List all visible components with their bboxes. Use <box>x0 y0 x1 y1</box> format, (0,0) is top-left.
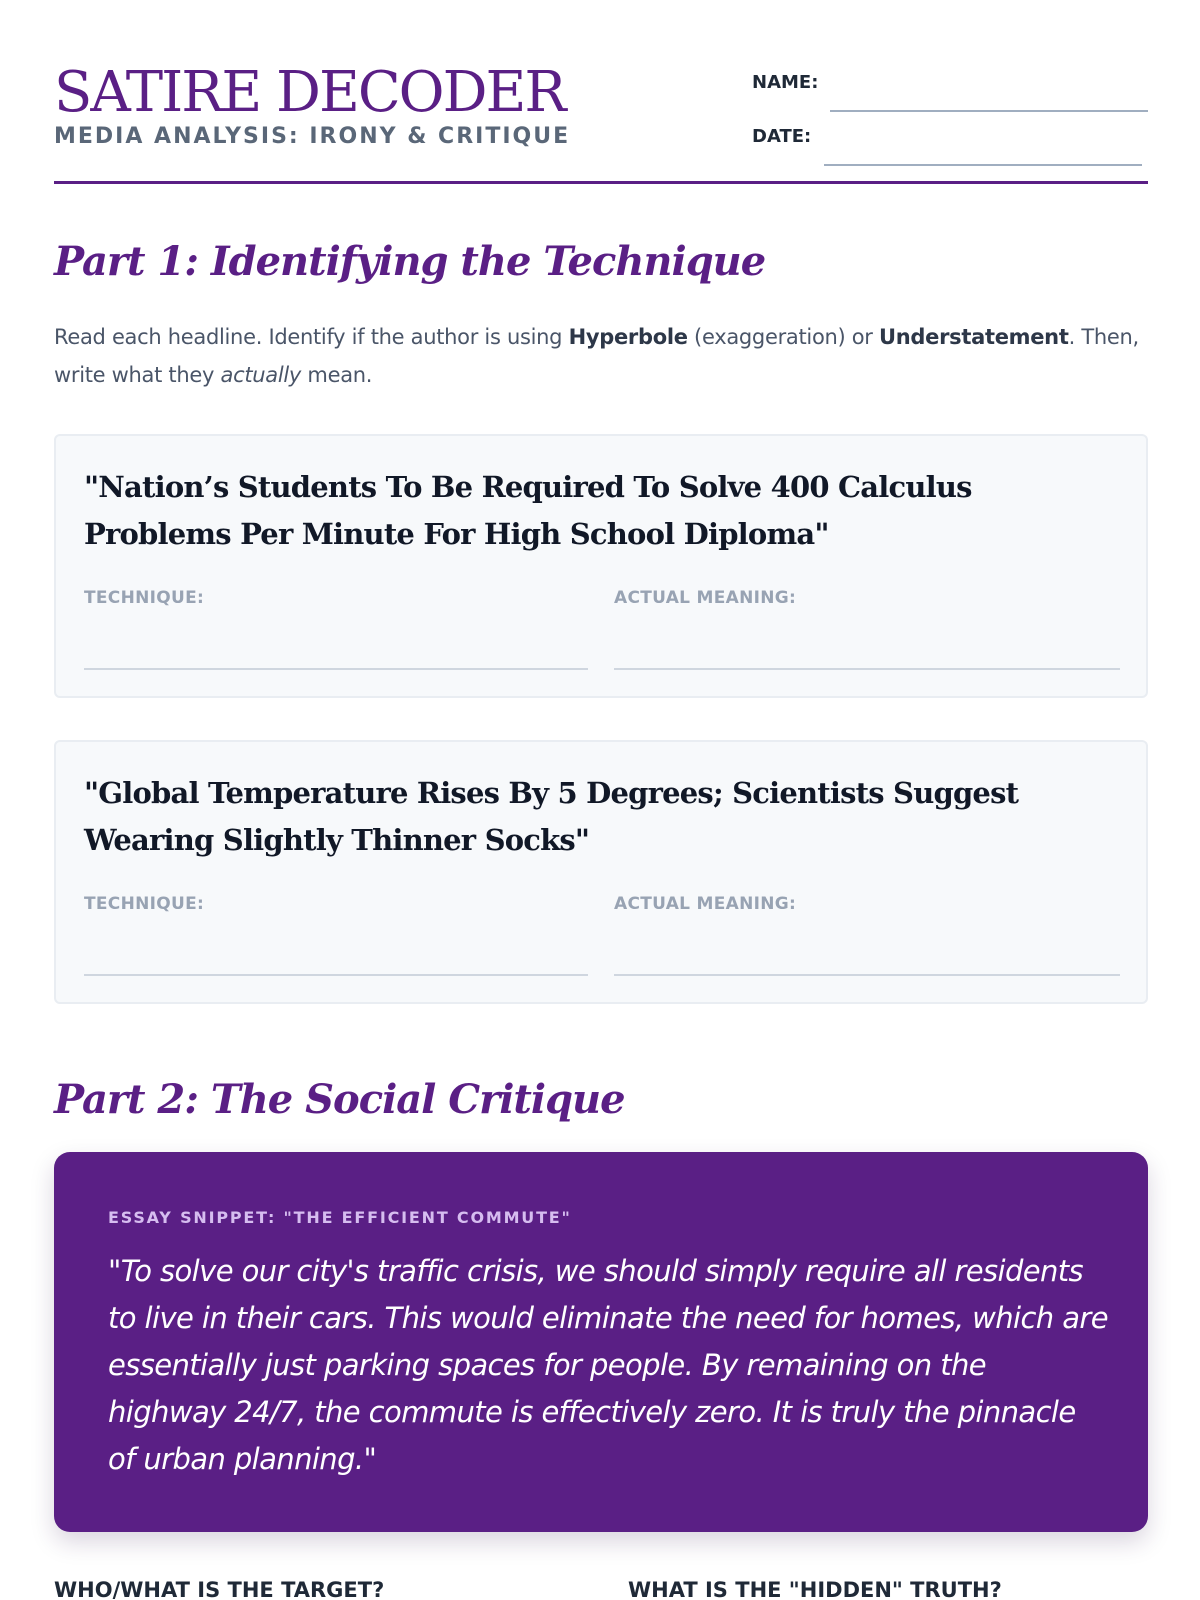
actual-meaning-answer-line[interactable] <box>614 668 1120 670</box>
technique-label: TECHNIQUE: <box>84 894 205 914</box>
worksheet-title: SATIRE DECODER <box>54 60 565 125</box>
instructions-actually: actually <box>220 363 302 387</box>
technique-answer-line[interactable] <box>84 974 588 976</box>
instructions-text-1: Read each headline. Identify if the author is using <box>54 325 569 349</box>
technique-answer-line[interactable] <box>84 668 588 670</box>
name-field[interactable] <box>752 70 1148 110</box>
instructions-text-2: (exaggeration) or <box>687 325 880 349</box>
name-input-line[interactable] <box>830 110 1148 112</box>
part2-heading: Part 2: The Social Critique <box>54 1076 625 1123</box>
date-label: DATE: <box>752 126 812 147</box>
headline-card <box>54 740 1148 1004</box>
date-input-line[interactable] <box>824 164 1142 166</box>
instructions-hyperbole: Hyperbole <box>568 325 688 349</box>
actual-meaning-label: ACTUAL MEANING: <box>614 894 797 914</box>
worksheet-page <box>54 0 1148 1600</box>
headline-card <box>54 434 1148 698</box>
target-question: WHO/WHAT IS THE TARGET? <box>54 1578 385 1600</box>
actual-meaning-answer-line[interactable] <box>614 974 1120 976</box>
name-label: NAME: <box>752 72 819 93</box>
date-field[interactable] <box>752 124 1148 164</box>
headline-text: "Global Temperature Rises By 5 Degrees; Scientists Suggest Wearing Slightly Thinner Socks" <box>84 776 1019 857</box>
hidden-truth-question: WHAT IS THE "HIDDEN" TRUTH? <box>628 1578 1002 1600</box>
instructions-understatement: Understatement <box>879 325 1069 349</box>
instructions-text-3: . Then, write what they <box>54 325 1139 387</box>
worksheet-header <box>54 58 1148 184</box>
worksheet-subtitle: MEDIA ANALYSIS: IRONY & CRITIQUE <box>54 124 571 149</box>
essay-quote: "To solve our city's traffic crisis, we should simply require all residents to live in their cars. This would eliminate the need for homes, which are essentially just parking spaces for people. By remaining on the highway 24/7, the commute is effectively zero. It is truly the pinnacle of urban planning." <box>108 1254 1108 1476</box>
part1-heading: Part 1: Identifying the Technique <box>54 238 766 285</box>
essay-snippet-box <box>54 1152 1148 1532</box>
headline-text: "Nation’s Students To Be Required To Solve 400 Calculus Problems Per Minute For High School Diploma" <box>84 470 972 551</box>
part1-instructions <box>54 318 1148 394</box>
essay-snippet-label: ESSAY SNIPPET: "THE EFFICIENT COMMUTE" <box>108 1208 572 1227</box>
technique-label: TECHNIQUE: <box>84 588 205 608</box>
instructions-text-4: mean. <box>301 363 373 387</box>
actual-meaning-label: ACTUAL MEANING: <box>614 588 797 608</box>
